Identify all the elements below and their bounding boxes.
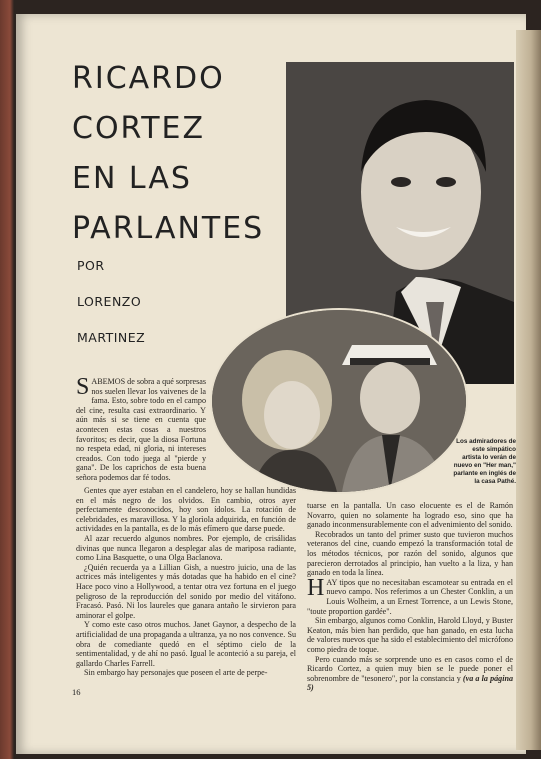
byline (77, 258, 145, 366)
film-still-illustration (212, 310, 466, 492)
drop-cap: S (76, 374, 90, 400)
photo-caption: Los admiradores de este simpático artista lo verán de nuevo en "Her man," parlante en inglés de la casa Pathé. (453, 438, 516, 485)
paragraph-text: Pero cuando más se sorprende uno es en casos como el de Ricardo Cortez, a quien muy bien se le puede poner el sobrenombre de "tesonero", por la constancia y (307, 654, 513, 683)
continued-note: (va a la página 5) (307, 673, 514, 693)
article-title (72, 54, 272, 254)
paragraph (307, 655, 513, 693)
left-column (76, 486, 296, 678)
drop-cap: H (307, 574, 325, 601)
title-line: RICARDO (72, 61, 225, 96)
byline-line: MARTINEZ (77, 330, 146, 345)
title-line: EN LAS (72, 161, 192, 196)
paragraph: ¿Quién recuerda ya a Lillian Gish, a nuestro juicio, una de las actrices más inteligentes y más dotadas que ha habido en el cine? Hace poco vino a Hollywood, a tentar otra vez fortuna en el juego peligroso de la reproducción del sonido por medio del vitáfono. Fracasó. Pasó. Ni los laureles que ganara antaño le sirvieron para aminorar el golpe. (76, 562, 296, 620)
paragraph: Y como este caso otros muchos. Janet Gaynor, a despecho de la artificialidad de una propaganda a ultranza, ya no nos convence. Su obra de comediante quedó en el séptimo cielo de la sentimentalidad, y de ahí no pasó. Igual le aconteció a su pareja, el gallardo Charles Farrell. (76, 620, 296, 668)
paragraph: tuarse en la pantalla. Un caso elocuente es el de Ramón Novarro, quien no solamente ha logrado eso, sino que ha ganado inconmensurablemente con el advenimiento del sonido. (307, 501, 513, 530)
paragraph: Gentes que ayer estaban en el candelero, hoy se hallan hundidas en el más negro de los olvidos. En cambio, otros ayer perfectamente desconocidos, hoy son ídolos. La rotación de celebridades, es maravillosa. Y la glorìola adquirida, en función de actividades en la pantalla, es de lo más efímero que darse puede. (76, 486, 296, 534)
facing-page-edge (516, 30, 541, 750)
intro-text: ABEMOS de sobra a qué sorpresas nos suelen llevar los vaivenes de la fama. Esto, sobre todo en el campo del cine, resulta casi extraordinario. Y aún más si se tiene en cuenta que acontecen estas cosas a nuestros favoritos; es decir, que la diosa Fortuna no respeta edad, ni gloria, ni intereses creados. Con todo juega al "pierde y gana". De los caprichos de esta buena señora podemos dar fé todos. (76, 377, 206, 482)
title-line: CORTEZ (72, 111, 206, 146)
byline-line: LORENZO (77, 294, 142, 309)
paragraph: Sin embargo, algunos como Conklin, Harold Lloyd, y Buster Keaton, más bien han perdido, que han ganado, en esta lucha de valores nuevos que ha sido el establecimiento del micrófono como piedra de toque. (307, 616, 513, 654)
page-number: 16 (72, 687, 81, 697)
right-column (307, 501, 513, 693)
paragraph-text: AY tipos que no necesitaban escamotear su entrada en el nuevo campo. Nos referimos a un Chester Conklin, a un Louis Wolheim, a un Ernest Torrence, a un Lewis Stone, "toute proportion gardée". (307, 577, 513, 616)
paragraph: Sin embargo hay personajes que poseen el arte de perpe- (84, 668, 268, 678)
intro-paragraph (76, 374, 206, 483)
still-photo-oval (210, 308, 468, 494)
paragraph-dropcap (307, 574, 513, 616)
title-line: PARLANTES (72, 211, 265, 246)
byline-line: POR (77, 258, 105, 273)
paragraph: Recobrados un tanto del primer susto que tuvieron muchos veteranos del cine, cuando empezó la transformación total de los métodos técnicos, por razón del sonido, algunos que parecieron derrotados al principio, han vuelto a la liza, y han ganado en toda la línea. (307, 529, 513, 578)
paragraph: Al azar recuerdo algunos nombres. Por ejemplo, de crisálidas divinas que nunca llegaron a desplegar alas de mariposa radiante, como Lina Basquette, o una Olga Baclanova. (76, 533, 296, 563)
